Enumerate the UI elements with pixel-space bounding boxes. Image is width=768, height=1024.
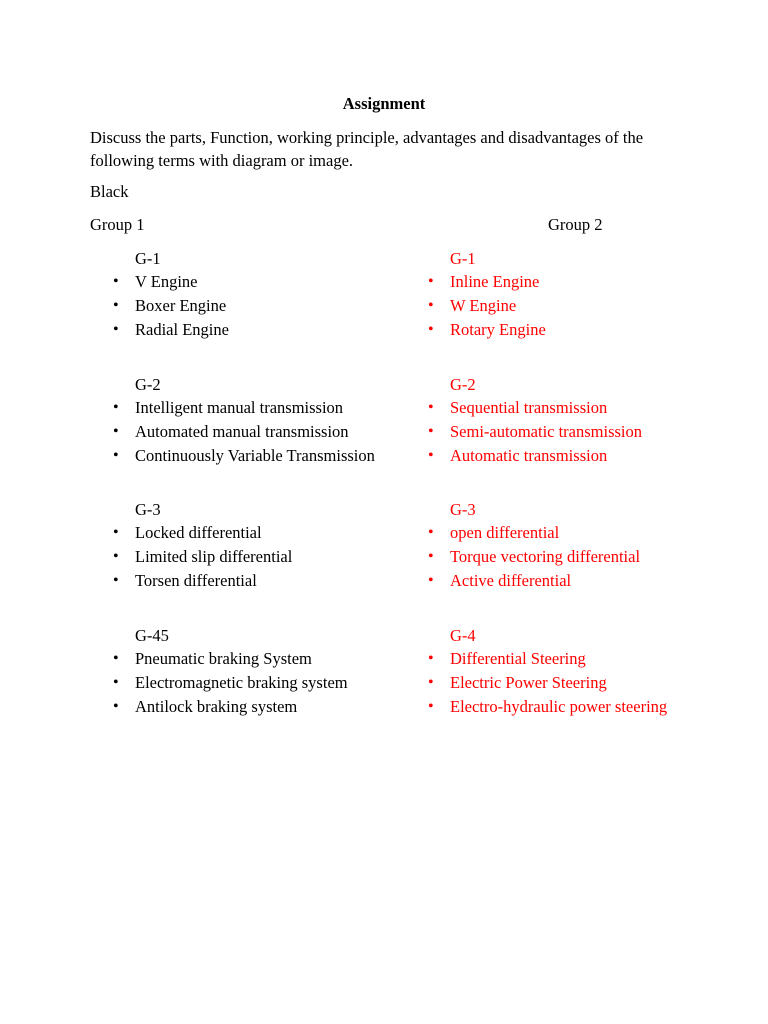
group-1-section — [113, 498, 383, 592]
list-item: • V Engine — [113, 270, 383, 293]
bullet-list — [113, 396, 383, 467]
list-item: • Automated manual transmission — [113, 420, 383, 443]
group-1-section — [113, 247, 383, 341]
list-item: • Rotary Engine — [428, 318, 688, 341]
bullet-list — [113, 647, 383, 718]
group-1-section — [113, 624, 383, 718]
list-item: • W Engine — [428, 294, 688, 317]
bullet-list — [428, 270, 688, 341]
list-item: • Locked differential — [113, 521, 383, 544]
bullet-list — [428, 396, 688, 467]
bullet-list — [428, 521, 688, 592]
group-1-column — [113, 247, 383, 750]
list-item: • Intelligent manual transmission — [113, 396, 383, 419]
group-1-section — [113, 373, 383, 467]
section-heading: G-1 — [450, 249, 476, 268]
list-item: • Sequential transmission — [428, 396, 688, 419]
black-label: Black — [90, 182, 129, 201]
list-item: • Electric Power Steering — [428, 671, 688, 694]
group-2-section — [428, 247, 688, 341]
section-heading: G-2 — [450, 375, 476, 394]
list-item: • Differential Steering — [428, 647, 688, 670]
group-1-label: Group 1 — [90, 215, 145, 234]
list-item: • Electro-hydraulic power steering — [428, 695, 688, 718]
list-item: • Continuously Variable Transmission — [113, 444, 383, 467]
list-item: • Semi-automatic transmission — [428, 420, 688, 443]
group-2-section — [428, 498, 688, 592]
section-heading: G-2 — [135, 375, 161, 394]
list-item: • Torque vectoring differential — [428, 545, 688, 568]
group-2-column — [428, 247, 688, 750]
list-item: • Automatic transmission — [428, 444, 688, 467]
section-heading: G-3 — [135, 500, 161, 519]
intro-paragraph: Discuss the parts, Function, working principle, advantages and disadvantages of the following terms with diagram or image. — [90, 128, 644, 170]
list-item: • Torsen differential — [113, 569, 383, 592]
group-2-section — [428, 624, 688, 718]
section-heading: G-3 — [450, 500, 476, 519]
bullet-list — [113, 270, 383, 341]
group-2-label: Group 2 — [548, 215, 603, 234]
list-item: • Pneumatic braking System — [113, 647, 383, 670]
page-title: Assignment — [342, 94, 426, 113]
bullet-list — [113, 521, 383, 592]
list-item: • Electromagnetic braking system — [113, 671, 383, 694]
section-heading: G-4 — [450, 626, 476, 645]
list-item: • Radial Engine — [113, 318, 383, 341]
list-item: • Boxer Engine — [113, 294, 383, 317]
list-item: • Inline Engine — [428, 270, 688, 293]
group-2-section — [428, 373, 688, 467]
bullet-list — [428, 647, 688, 718]
section-heading: G-1 — [135, 249, 161, 268]
list-item: • Antilock braking system — [113, 695, 383, 718]
list-item: • open differential — [428, 521, 688, 544]
list-item: • Active differential — [428, 569, 688, 592]
section-heading: G-45 — [135, 626, 169, 645]
list-item: • Limited slip differential — [113, 545, 383, 568]
